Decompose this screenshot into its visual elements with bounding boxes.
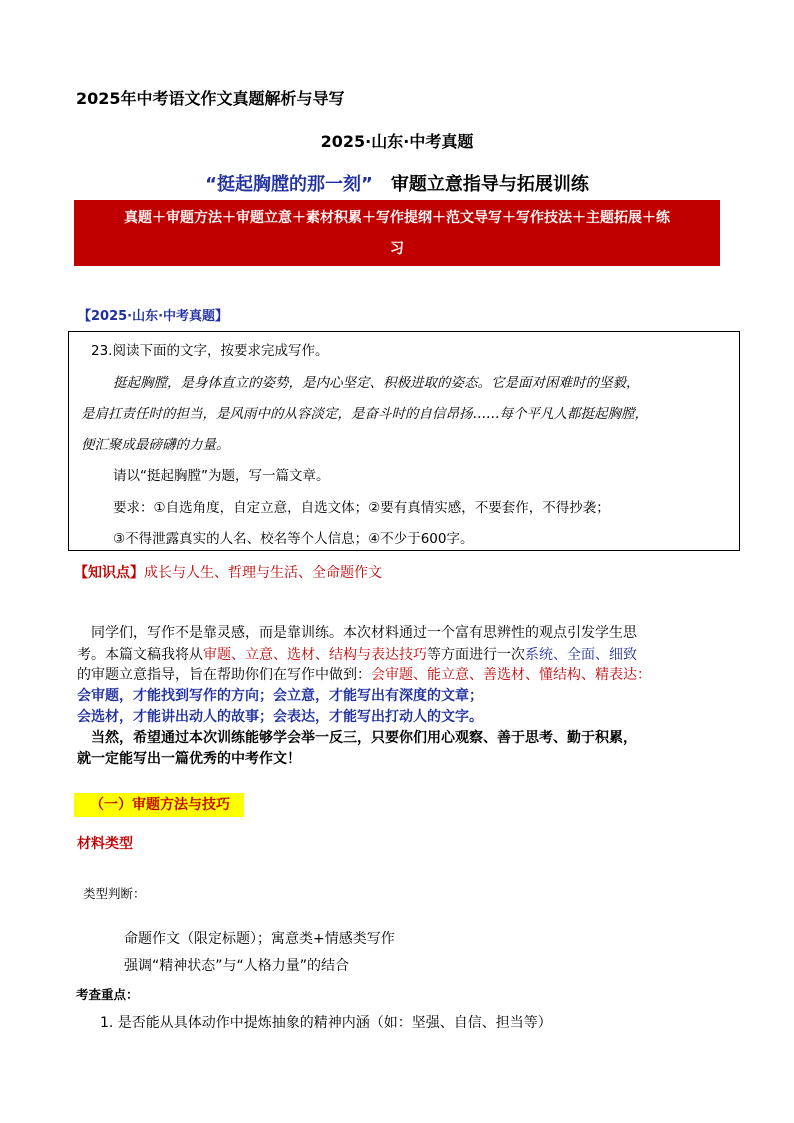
intro-red-text: 会审题、能立意、善选材、懂结构、精表达 [371, 667, 637, 683]
section-title-method: （一）审题方法与技巧 [74, 793, 244, 817]
intro-line-6: 当然，希望通过本次训练能够学会举一反三，只要你们用心观察、善于思考、勤于积累， [91, 730, 637, 746]
intro-line-7: 就一定能写出一篇优秀的中考作文！ [77, 751, 301, 767]
banner-line-1: 真题＋审题方法＋审题立意＋素材积累＋写作提纲＋范文导写＋写作技法＋主题拓展＋练 [124, 210, 670, 226]
section-label: 【2025·山东·中考真题】 [78, 309, 229, 324]
document-title: 2025年中考语文作文真题解析与导写 [76, 89, 345, 108]
exam-title: 2025·山东·中考真题 [320, 132, 474, 151]
topic-rest: 审题立意指导与拓展训练 [390, 174, 589, 195]
question-box [68, 331, 740, 551]
requirements-1: 要求：①自选角度，自定立意，自选文体；②要有真情实感，不要套作，不得抄袭； [113, 500, 610, 516]
intro-red-text: 审题、立意、选材、结构与表达技巧 [203, 647, 427, 663]
material-line-3: 便汇聚成最磅礴的力量。 [81, 437, 230, 453]
intro-text: 等方面进行一次 [427, 647, 525, 663]
topic-quoted: “挺起胸膛的那一刻” [205, 174, 373, 195]
intro-line-1: 同学们，写作不是靠灵感，而是靠训练。本次材料通过一个富有思辨性的观点引发学生思 [91, 625, 637, 641]
intro-line-5: 会选材，才能讲出动人的故事；会表达，才能写出打动人的文字。 [77, 709, 483, 725]
type-line-2: 强调“精神状态”与“人格力量”的结合 [124, 958, 350, 974]
writing-prompt: 请以“挺起胸膛”为题，写一篇文章。 [113, 468, 330, 484]
requirements-2: ③不得泄露真实的人名、校名等个人信息；④不少于600字。 [113, 531, 474, 547]
knowledge-point [74, 562, 382, 582]
contents-banner [74, 200, 720, 266]
knowledge-tag: 【知识点】 [74, 565, 144, 581]
material-line-1: 挺起胸膛，是身体直立的姿势，是内心坚定、积极进取的姿态。它是面对困难时的坚毅， [113, 375, 640, 391]
intro-red-colon: ： [637, 667, 651, 683]
focus-label: 考查重点： [76, 987, 139, 1002]
material-type-heading: 材料类型 [77, 836, 133, 852]
focus-item-1: 1. 是否能从具体动作中提炼抽象的精神内涵（如：坚强、自信、担当等） [100, 1015, 552, 1031]
type-judge-label: 类型判断： [83, 886, 146, 901]
knowledge-text: 成长与人生、哲理与生活、全命题作文 [144, 565, 382, 581]
banner-line-2: 习 [390, 241, 404, 257]
material-line-2: 是肩扛责任时的担当，是风雨中的从容淡定，是奋斗时的自信昂扬……每个平凡人都挺起胸膛， [81, 406, 648, 422]
intro-line-4: 会审题，才能找到写作的方向；会立意，才能写出有深度的文章； [77, 688, 483, 704]
intro-text: 考。本篇文稿我将从 [77, 647, 203, 663]
topic-title [0, 170, 794, 196]
intro-line-2 [77, 644, 637, 664]
type-line-1: 命题作文（限定标题）；寓意类+情感类写作 [124, 931, 395, 947]
question-number-line: 23.阅读下面的文字，按要求完成写作。 [91, 343, 329, 359]
intro-line-3 [77, 664, 651, 684]
intro-text: 的审题立意指导，旨在帮助你们在写作中做到： [77, 667, 371, 683]
intro-navy-text: 系统、全面、细致 [525, 647, 637, 663]
